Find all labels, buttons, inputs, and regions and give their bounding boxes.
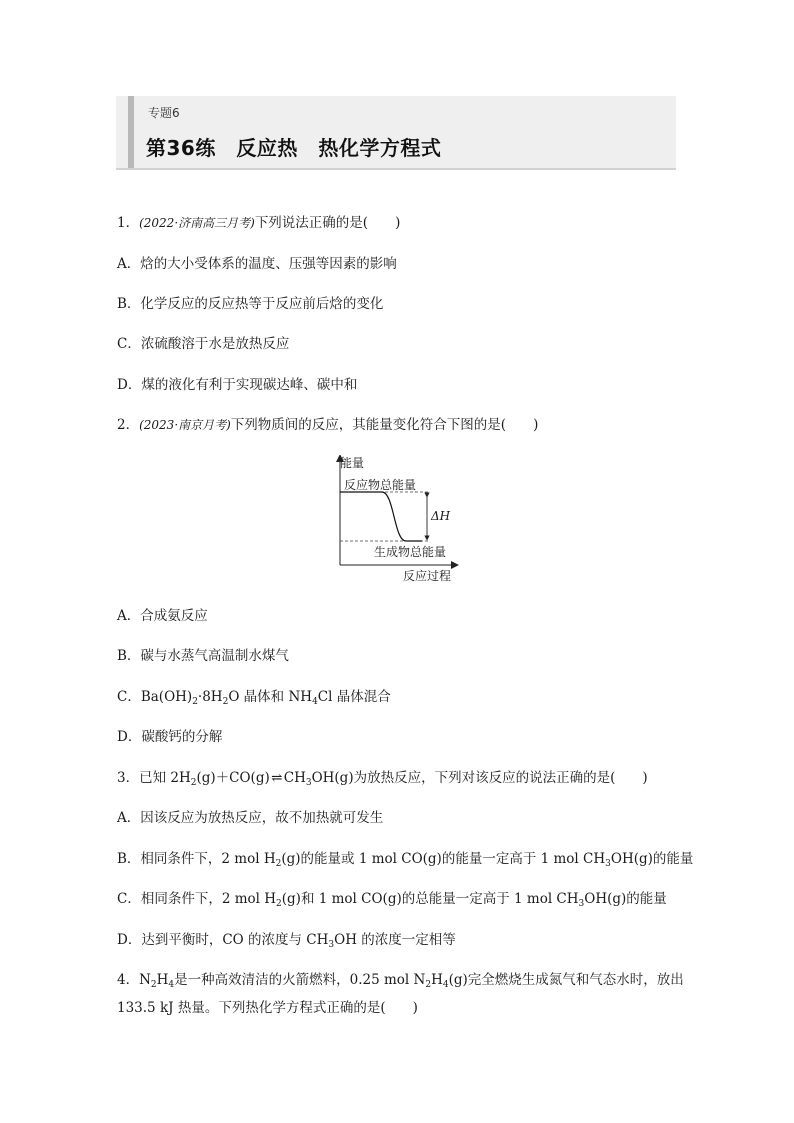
question-2-option-d: D．碳酸钙的分解 — [117, 729, 223, 745]
energy-diagram — [330, 455, 465, 585]
question-1-stem: 1．(2022·济南高三月考)下列说法正确的是( ) — [117, 215, 401, 231]
question-3-option-a: A．因该反应为放热反应，故不加热就可发生 — [117, 810, 384, 826]
question-1-option-c: C．浓硫酸溶于水是放热反应 — [117, 336, 290, 352]
header-accent-bar — [128, 96, 134, 168]
question-2-option-a: A．合成氨反应 — [117, 608, 208, 624]
question-3-option-d: D．达到平衡时，CO 的浓度与 $CH_3OH$ 的浓度一定相等 — [117, 932, 456, 950]
chapter-header — [116, 96, 676, 170]
question-1-option-a: A．焓的大小受体系的温度、压强等因素的影响 — [117, 256, 397, 272]
question-1-option-d: D．煤的液化有利于实现碳达峰、碳中和 — [117, 377, 358, 393]
question-2-source: (2023·南京月考) — [139, 418, 231, 432]
equilibrium-arrow: ⇌ — [271, 770, 283, 786]
question-4-stem-line-1: 4．$N_2H_4$是一种高效清洁的火箭燃料，0.25 mol $N_2H_4(g)$完全燃烧生成氮气和气态水时，放出 — [117, 972, 684, 990]
energy-curve — [340, 492, 422, 541]
page-title: 第36练 反应热 热化学方程式 — [146, 136, 442, 160]
question-3-option-c: C．相同条件下，2 mol $H_2(g)$和 1 mol CO(g)的总能量一定高于 1 mol $CH_3OH(g)$的能量 — [117, 891, 667, 909]
question-3-option-b: B．相同条件下，2 mol $H_2(g)$的能量或 1 mol CO(g)的能量一定高于 1 mol $CH_3OH(g)$的能量 — [117, 851, 694, 869]
diagram-y-label: 能量 — [340, 456, 365, 470]
question-1-source: (2022·济南高三月考) — [139, 216, 255, 230]
question-2-option-c: C．$Ba(OH)_2\cdot 8H_2O$ 晶体和 $NH_4Cl$ 晶体混合 — [117, 689, 391, 707]
question-1-option-b: B．化学反应的反应热等于反应前后焓的变化 — [117, 296, 384, 312]
diagram-reactant-label: 反应物总能量 — [344, 478, 417, 492]
topic-label: 专题6 — [148, 106, 180, 120]
question-3-stem: 3．已知 $2H_2(g)+CO(g)\rightleftharpoons CH_3OH(g)$为放热反应，下列对该反应的说法正确的是( ) — [117, 770, 648, 788]
question-2-stem: 2．(2023·南京月考)下列物质间的反应，其能量变化符合下图的是( ) — [117, 417, 539, 433]
diagram-x-label: 反应过程 — [403, 569, 452, 583]
question-4-stem-line-2: 133.5 kJ 热量。下列热化学方程式正确的是( ) — [117, 1000, 418, 1016]
diagram-product-label: 生成物总能量 — [374, 545, 447, 559]
question-2-option-b: B．碳与水蒸气高温制水煤气 — [117, 648, 289, 664]
diagram-delta-label: ΔH — [431, 509, 451, 523]
